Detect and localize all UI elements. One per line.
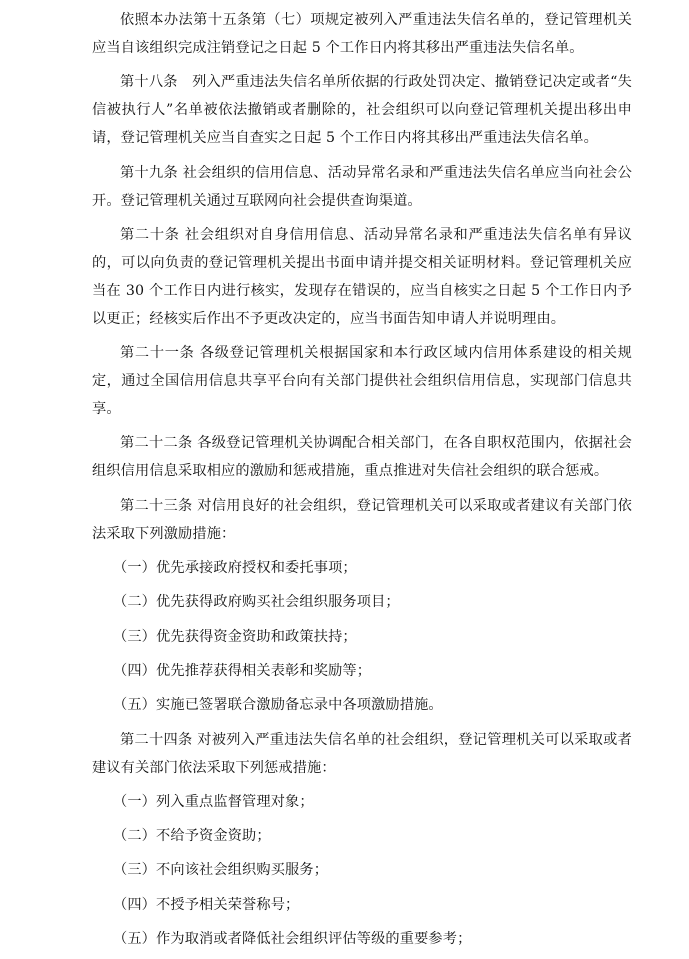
- list-item-incentive: （三）优先获得资金资助和政策扶持；: [113, 628, 357, 645]
- paragraph-article24: 第二十四条 对被列入严重违法失信名单的社会组织，登记管理机关可以采取或者建议有关部门依法采取下列惩戒措施：: [92, 731, 632, 776]
- paragraph-article18: 第十八条 列入严重违法失信名单所依据的行政处罚决定、撤销登记决定或者“失信被执行人”名单被依法撤销或者删除的，社会组织可以向登记管理机关提出移出申请，登记管理机关应当自查实之日起 5 个工作日内将其移出严重违法失信名单。: [92, 74, 632, 147]
- document-body: [92, 6, 632, 959]
- paragraph-article22: 第二十二条 各级登记管理机关协调配合相关部门，在各自职权范围内，依据社会组织信用信息采取相应的激励和惩戒措施，重点推进对失信社会组织的联合惩戒。: [92, 435, 632, 480]
- list-item-penalty: （三）不向该社会组织购买服务；: [113, 862, 329, 879]
- list-item-penalty: （二）不给予资金资助；: [113, 828, 271, 845]
- paragraph-article17-continuation: 依照本办法第十五条第（七）项规定被列入严重违法失信名单的，登记管理机关应当自该组织完成注销登记之日起 5 个工作日内将其移出严重违法失信名单。: [92, 12, 632, 56]
- paragraph-article21: 第二十一条 各级登记管理机关根据国家和本行政区域内信用体系建设的相关规定，通过全国信用信息共享平台向有关部门提供社会组织信用信息，实现部门信息共享。: [92, 345, 632, 418]
- incentive-measures-list: [92, 554, 632, 719]
- paragraph-article20: 第二十条 社会组织对自身信用信息、活动异常名录和严重违法失信名单有异议的，可以向负责的登记管理机关提出书面申请并提交相关证明材料。登记管理机关应当在 30 个工作日内进行核实，发现存在错误的，应当自核实之日起 5 个工作日内予以更正；经核实后作出不予更改决定的，应当书面告知申请人并说明理由。: [92, 226, 632, 327]
- paragraph-article23: 第二十三条 对信用良好的社会组织，登记管理机关可以采取或者建议有关部门依法采取下列激励措施：: [92, 497, 632, 542]
- list-item-penalty: （一）列入重点监督管理对象；: [113, 793, 314, 810]
- list-item-incentive: （五）实施已签署联合激励备忘录中各项激励措施。: [113, 697, 443, 714]
- penalty-measures-list: [92, 788, 632, 953]
- list-item-incentive: （四）优先推荐获得相关表彰和奖励等；: [113, 662, 372, 679]
- paragraph-article19: 第十九条 社会组织的信用信息、活动异常名录和严重违法失信名单应当向社会公开。登记管理机关通过互联网向社会提供查询渠道。: [92, 164, 632, 209]
- list-item-incentive: （二）优先获得政府购买社会组织服务项目；: [113, 594, 400, 611]
- list-item-penalty: （四）不授予相关荣誉称号；: [113, 896, 300, 913]
- list-item-incentive: （一）优先承接政府授权和委托事项；: [113, 560, 357, 577]
- list-item-penalty: （五）作为取消或者降低社会组织评估等级的重要参考；: [113, 931, 472, 948]
